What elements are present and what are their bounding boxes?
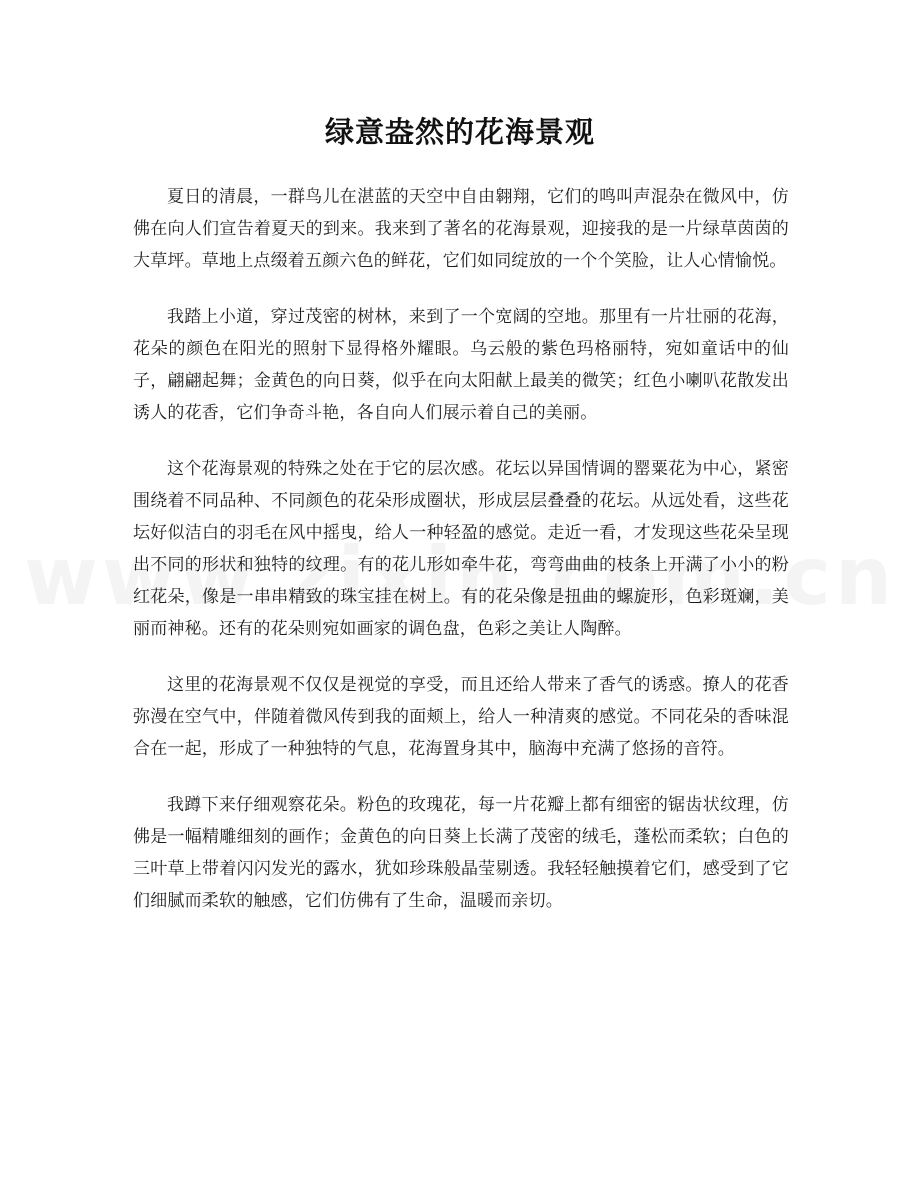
paragraph: 夏日的清晨，一群鸟儿在湛蓝的天空中自由翱翔，它们的鸣叫声混杂在微风中，仿佛在向人们宣告着夏天的到来。我来到了著名的花海景观，迎接我的是一片绿草茵茵的大草坪。草地上点缀着五颜六色的鲜花，它们如同绽放的一个个笑脸，让人心情愉悦。 (133, 187, 789, 271)
paragraph: 我踏上小道，穿过茂密的树林，来到了一个宽阔的空地。那里有一片壮丽的花海，花朵的颜色在阳光的照射下显得格外耀眼。乌云般的紫色玛格丽特，宛如童话中的仙子，翩翩起舞；金黄色的向日葵，似乎在向太阳献上最美的微笑；红色小喇叭花散发出诱人的花香，它们争奇斗艳，各自向人们展示着自己的美丽。 (133, 307, 789, 423)
document-body (133, 181, 789, 941)
paragraph: 这个花海景观的特殊之处在于它的层次感。花坛以异国情调的罂粟花为中心，紧密围绕着不同品种、不同颜色的花朵形成圈状，形成层层叠叠的花坛。从远处看，这些花坛好似洁白的羽毛在风中摇曳，给人一种轻盈的感觉。走近一看，才发现这些花朵呈现出不同的形状和独特的纹理。有的花儿形如牵牛花，弯弯曲曲的枝条上开满了小小的粉红花朵，像是一串串精致的珠宝挂在树上。有的花朵像是扭曲的螺旋形，色彩斑斓，美丽而神秘。还有的花朵则宛如画家的调色盘，色彩之美让人陶醉。 (133, 459, 789, 639)
paragraph: 我蹲下来仔细观察花朵。粉色的玫瑰花，每一片花瓣上都有细密的锯齿状纹理，仿佛是一幅精雕细刻的画作；金黄色的向日葵上长满了茂密的绒毛，蓬松而柔软；白色的三叶草上带着闪闪发光的露水，犹如珍珠般晶莹剔透。我轻轻触摸着它们，感受到了它们细腻而柔软的触感，它们仿佛有了生命，温暖而亲切。 (133, 795, 789, 911)
paragraph: 这里的花海景观不仅仅是视觉的享受，而且还给人带来了香气的诱惑。撩人的花香弥漫在空气中，伴随着微风传到我的面颊上，给人一种清爽的感觉。不同花朵的香味混合在一起，形成了一种独特的气息，花海置身其中，脑海中充满了悠扬的音符。 (133, 675, 789, 759)
document-title: 绿意盎然的花海景观 (324, 115, 595, 149)
